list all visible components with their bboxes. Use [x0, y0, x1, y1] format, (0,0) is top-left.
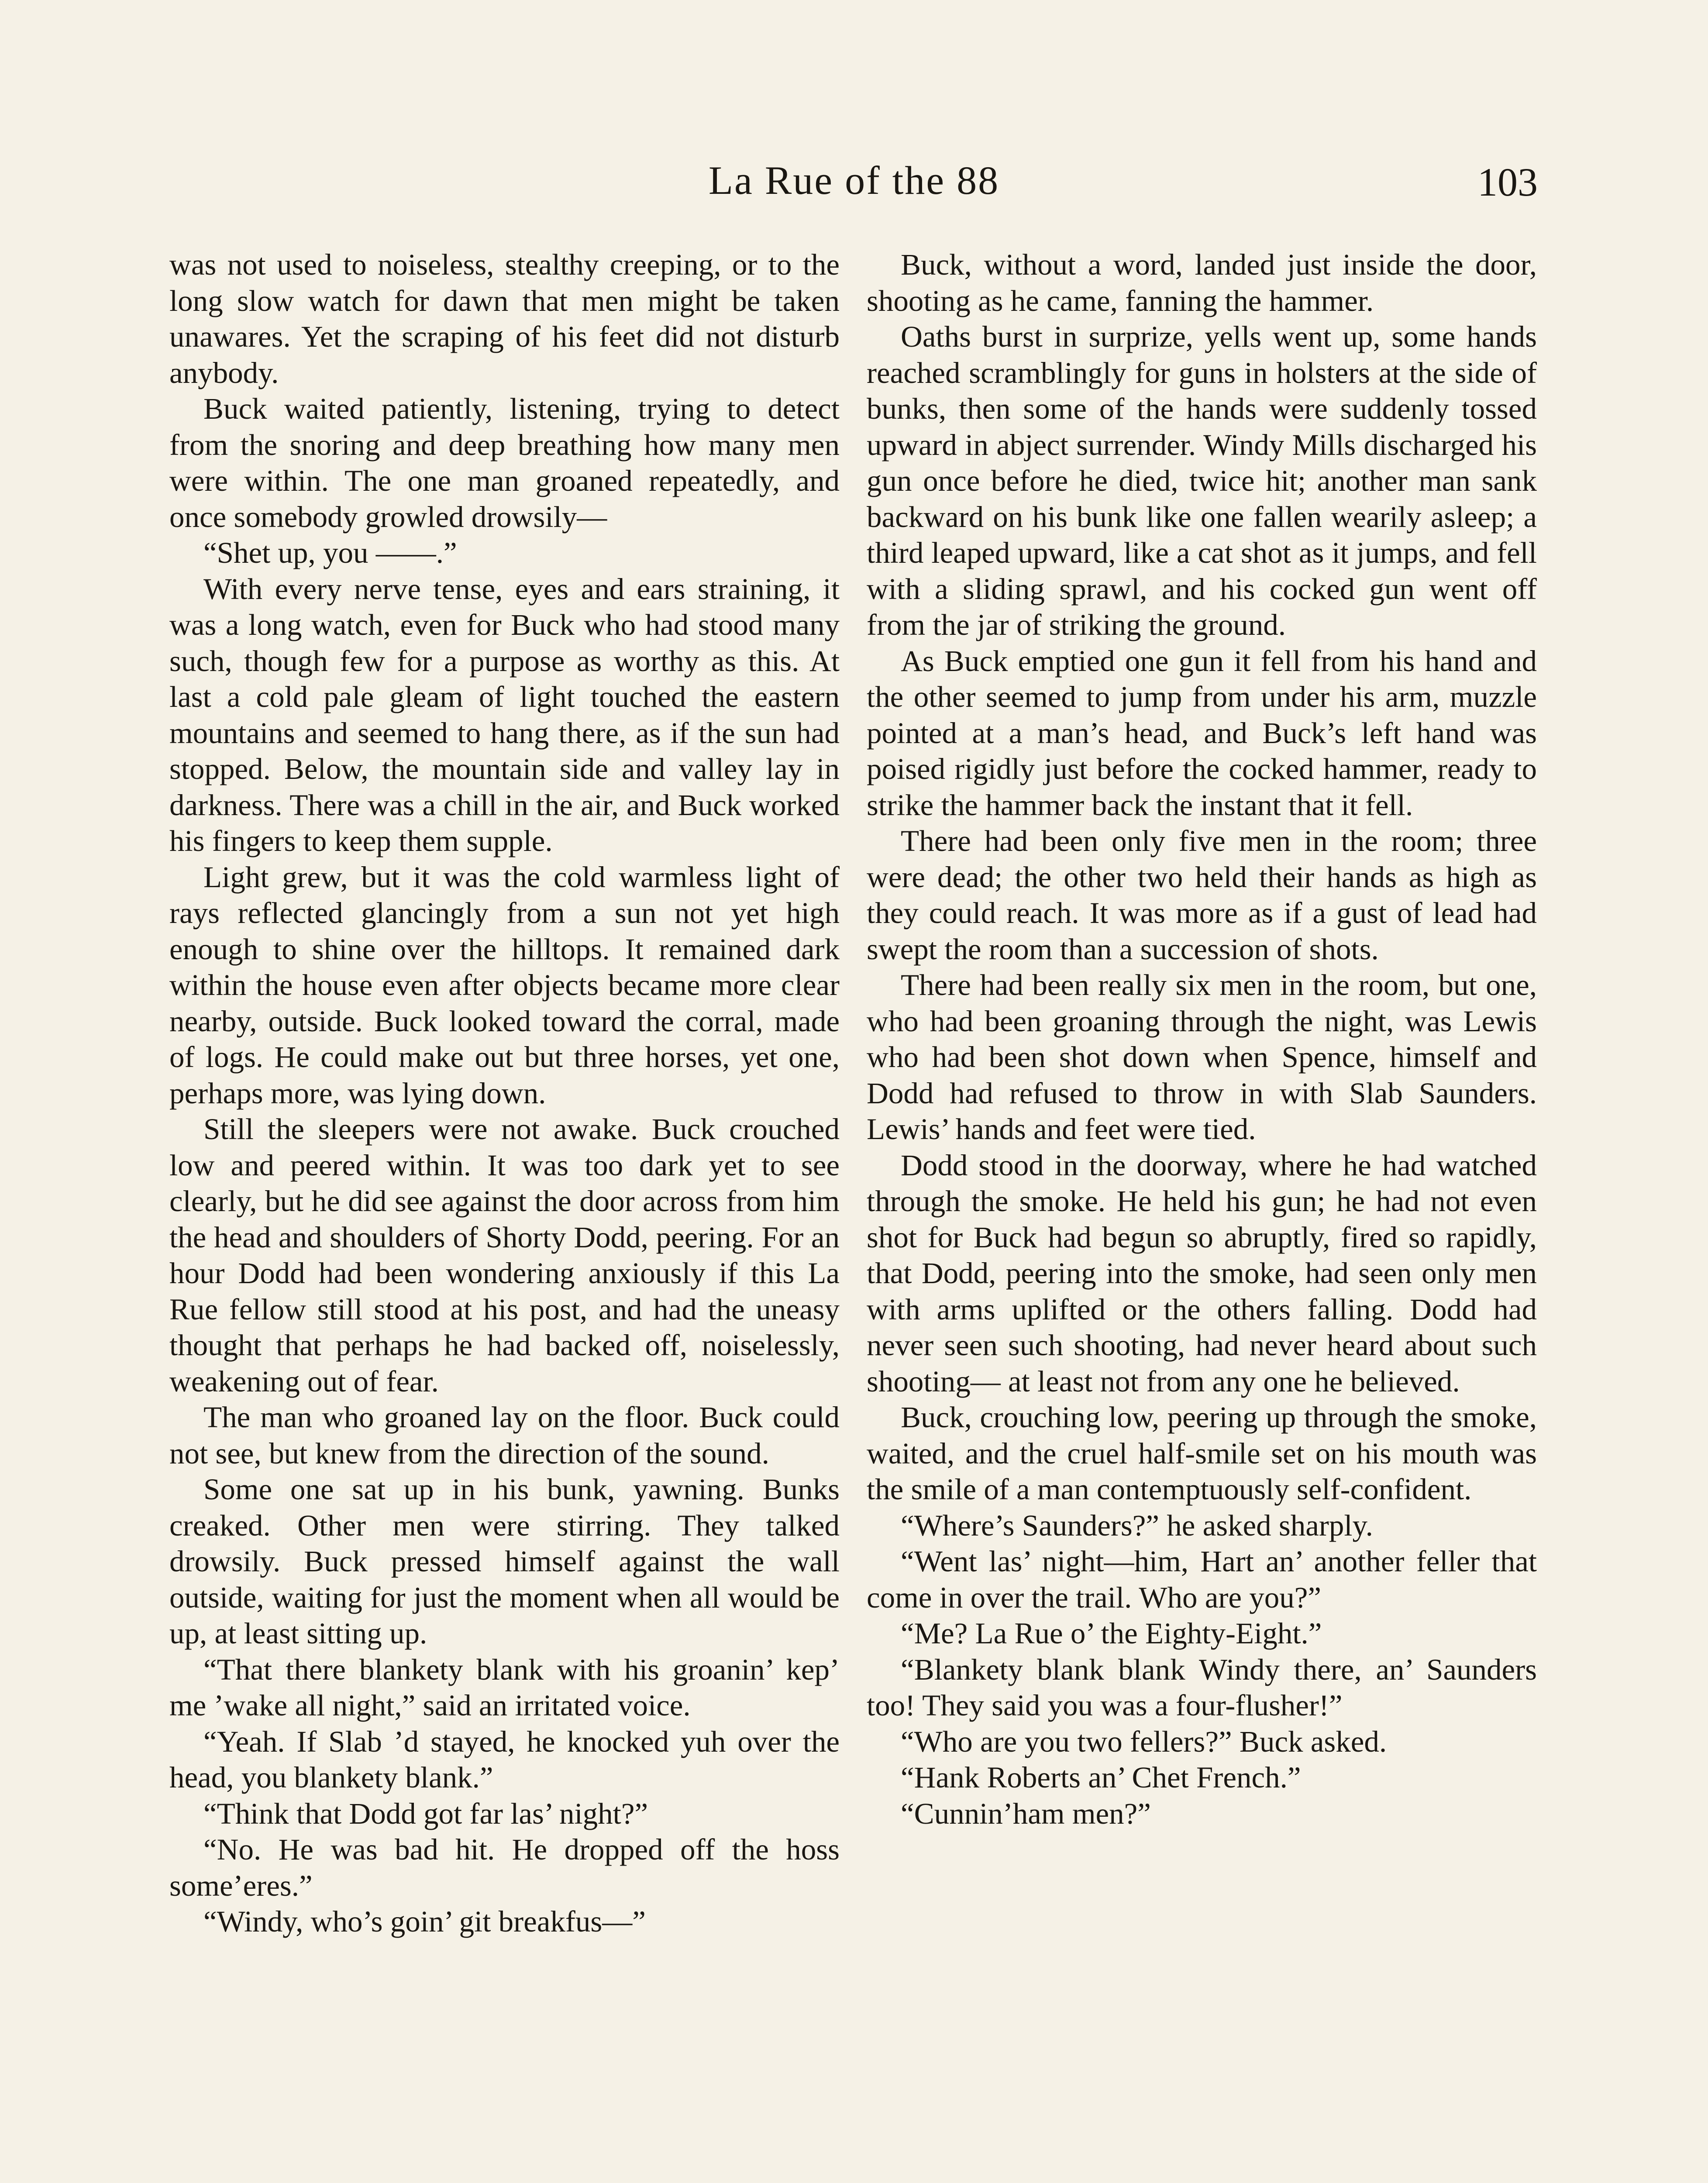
paragraph: Some one sat up in his bunk, yawning. Bunks creaked. Other men were stirring. They talked drowsily. Buck pressed himself against the wall outside, waiting for just the moment when all would be up, at least sitting up.: [169, 1473, 840, 1650]
paragraph: “That there blankety blank with his groanin’ kep’ me ’wake all night,” said an irritated voice.: [169, 1653, 840, 1722]
paragraph: “Cunnin’ham men?”: [901, 1797, 1151, 1830]
left-column: [169, 247, 840, 2183]
paragraph: There had been only five men in the room; three were dead; the other two held their hands as high as they could reach. It was more as if a gust of lead had swept the room than a succession of shots.: [867, 824, 1537, 966]
page-number: 103: [1477, 160, 1538, 204]
paragraph: Dodd stood in the doorway, where he had watched through the smoke. He held his gun; he had not even shot for Buck had begun so abruptly, fired so rapidly, that Dodd, peering into the smoke, had seen only men with arms uplifted or the others falling. Dodd had never seen such shooting, had never heard about such shooting— at least not from any one he believed.: [867, 1148, 1537, 1398]
paragraph: As Buck emptied one gun it fell from his hand and the other seemed to jump from under his arm, muzzle pointed at a man’s head, and Buck’s left hand was poised rigidly just before the cocked hammer, ready to strike the hammer back the instant that it fell.: [867, 644, 1537, 822]
paragraph: “Shet up, you ——.”: [203, 536, 457, 569]
paragraph: “Think that Dodd got far las’ night?”: [203, 1797, 648, 1830]
running-title: La Rue of the 88: [708, 158, 1000, 203]
paragraph: Oaths burst in surprize, yells went up, some hands reached scramblingly for guns in holsters at the side of bunks, then some of the hands were suddenly tossed upward in abject surrender. Windy Mills discharged his gun once before he died, twice hit; another man sank backward on his bunk like one fallen wearily asleep; a third leaped upward, like a cat shot as it jumps, and fell with a sliding sprawl, and his cocked gun went off from the jar of striking the ground.: [867, 320, 1537, 641]
paragraph: Buck waited patiently, listening, trying to detect from the snoring and deep breathing how many men were within. The one man groaned repeatedly, and once somebody growled drowsily—: [169, 392, 840, 534]
paragraph: “Yeah. If Slab ’d stayed, he knocked yuh over the head, you blankety blank.”: [169, 1725, 840, 1794]
text-columns: [169, 247, 1537, 2183]
paragraph: “Windy, who’s goin’ git breakfus—”: [203, 1905, 646, 1938]
paragraph: was not used to noiseless, stealthy creeping, or to the long slow watch for dawn that men might be taken unawares. Yet the scraping of his feet did not disturb anybody.: [169, 248, 840, 389]
paragraph: There had been really six men in the room, but one, who had been groaning through the night, was Lewis who had been shot down when Spence, himself and Dodd had refused to throw in with Slab Saunders. Lewis’ hands and feet were tied.: [867, 968, 1537, 1146]
right-column: [867, 247, 1537, 2183]
paragraph: Light grew, but it was the cold warmless light of rays reflected glancingly from a sun not yet high enough to shine over the hilltops. It remained dark within the house even after objects became more clear nearby, outside. Buck looked toward the corral, made of logs. He could make out but three horses, yet one, perhaps more, was lying down.: [169, 860, 840, 1110]
paragraph: Still the sleepers were not awake. Buck crouched low and peered within. It was too dark yet to see clearly, but he did see against the door across from him the head and shoulders of Shorty Dodd, peering. For an hour Dodd had been wondering anxiously if this La Rue fellow still stood at his post, and had the uneasy thought that perhaps he had backed off, noiselessly, weakening out of fear.: [169, 1112, 840, 1398]
paragraph: The man who groaned lay on the floor. Buck could not see, but knew from the direction of the sound.: [169, 1401, 840, 1470]
paragraph: “Blankety blank blank Windy there, an’ Saunders too! They said you was a four-flusher!”: [867, 1653, 1537, 1722]
paragraph: Buck, without a word, landed just inside the door, shooting as he came, fanning the hammer.: [867, 248, 1537, 317]
paragraph: “Where’s Saunders?” he asked sharply.: [901, 1508, 1373, 1542]
paragraph: With every nerve tense, eyes and ears straining, it was a long watch, even for Buck who had stood many such, though few for a purpose as worthy as this. At last a cold pale gleam of light touched the eastern mountains and seemed to hang there, as if the sun had stopped. Below, the mountain side and valley lay in darkness. There was a chill in the air, and Buck worked his fingers to keep them supple.: [169, 572, 840, 857]
paragraph: Buck, crouching low, peering up through the smoke, waited, and the cruel half-smile set on his mouth was the smile of a man contemptuously self-confident.: [867, 1401, 1537, 1506]
paragraph: “No. He was bad hit. He dropped off the hoss some’eres.”: [169, 1833, 840, 1902]
paragraph: “Me? La Rue o’ the Eighty-Eight.”: [901, 1617, 1322, 1650]
paragraph: “Went las’ night—him, Hart an’ another feller that come in over the trail. Who are you?”: [867, 1545, 1537, 1614]
paragraph: “Hank Roberts an’ Chet French.”: [901, 1761, 1301, 1794]
page-header: [170, 157, 1538, 214]
paragraph: “Who are you two fellers?” Buck asked.: [901, 1725, 1387, 1758]
